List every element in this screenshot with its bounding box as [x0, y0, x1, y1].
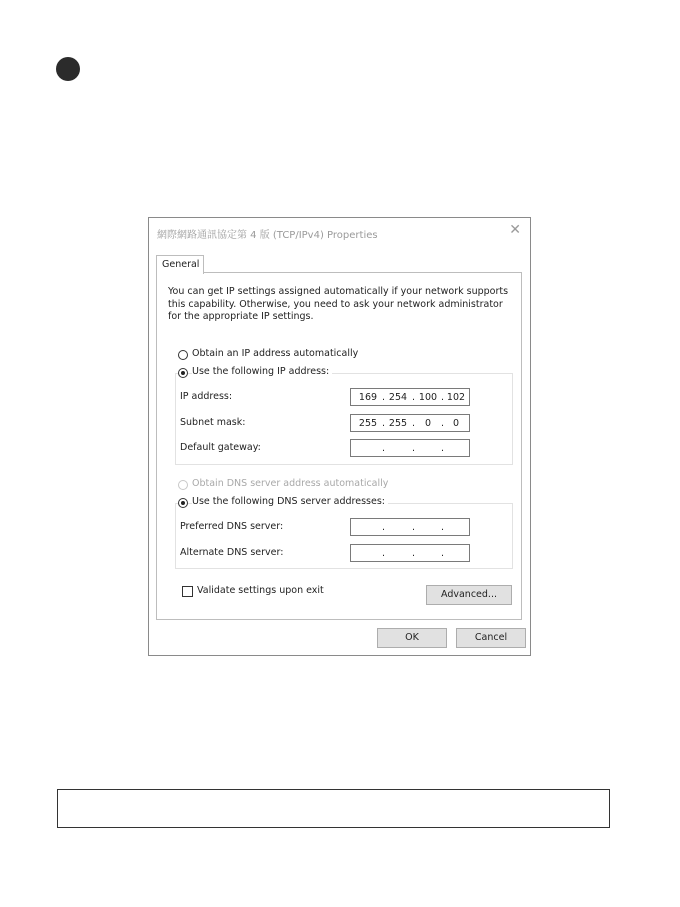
octet-separator: .: [441, 418, 445, 429]
ip-auto-label[interactable]: Obtain an IP address automatically: [192, 348, 359, 359]
advanced-button[interactable]: Advanced...: [426, 585, 512, 605]
dns-manual-label[interactable]: Use the following DNS server addresses:: [192, 496, 388, 507]
alternate-dns-label: Alternate DNS server:: [180, 547, 284, 558]
ip-octet[interactable]: 0: [452, 418, 460, 429]
octet-separator: .: [441, 548, 445, 559]
dns-auto-radio[interactable]: [178, 480, 188, 490]
octet-separator: .: [412, 548, 416, 559]
validate-checkbox[interactable]: [182, 586, 193, 597]
cancel-button[interactable]: Cancel: [456, 628, 526, 648]
octet-separator: .: [382, 522, 386, 533]
ip-octet[interactable]: 255: [358, 418, 378, 429]
step-marker-dot: [56, 57, 80, 81]
octet-separator: .: [441, 522, 445, 533]
ip-octet[interactable]: 169: [358, 392, 378, 403]
tab-general[interactable]: [156, 255, 204, 274]
default-gateway-input[interactable]: [350, 439, 470, 457]
ip-octet[interactable]: 100: [418, 392, 438, 403]
ip-manual-label[interactable]: Use the following IP address:: [192, 366, 332, 377]
subnet-mask-input[interactable]: [350, 414, 470, 432]
octet-separator: .: [382, 392, 386, 403]
octet-separator: .: [412, 418, 416, 429]
ip-address-label: IP address:: [180, 391, 233, 402]
ip-octet[interactable]: 0: [424, 418, 432, 429]
preferred-dns-label: Preferred DNS server:: [180, 521, 284, 532]
preferred-dns-input[interactable]: [350, 518, 470, 536]
ip-octet[interactable]: 254: [388, 392, 408, 403]
tab-general-label: General: [162, 259, 200, 270]
octet-separator: .: [412, 443, 416, 454]
general-panel: [156, 272, 522, 620]
ip-octet[interactable]: 102: [446, 392, 466, 403]
octet-separator: .: [382, 548, 386, 559]
ip-manual-radio[interactable]: [178, 368, 188, 378]
ip-address-input[interactable]: [350, 388, 470, 406]
description-text: You can get IP settings assigned automatically if your network supports this capability. Otherwise, you need to ask your network administrator for the appropriate IP settings.: [168, 286, 509, 322]
validate-label[interactable]: Validate settings upon exit: [197, 585, 324, 596]
octet-separator: .: [382, 418, 386, 429]
alternate-dns-input[interactable]: [350, 544, 470, 562]
default-gateway-label: Default gateway:: [180, 442, 261, 453]
subnet-mask-label: Subnet mask:: [180, 417, 246, 428]
dns-auto-label[interactable]: Obtain DNS server address automatically: [192, 478, 389, 489]
octet-separator: .: [441, 443, 445, 454]
ip-octet[interactable]: 255: [388, 418, 408, 429]
dialog-titlebar: [149, 218, 530, 246]
octet-separator: .: [412, 392, 416, 403]
dialog-title: 網際網路通訊協定第 4 版 (TCP/IPv4) Properties: [157, 230, 378, 241]
dns-manual-radio[interactable]: [178, 498, 188, 508]
ok-button[interactable]: OK: [377, 628, 447, 648]
close-icon[interactable]: ✕: [509, 222, 521, 238]
octet-separator: .: [441, 392, 445, 403]
ip-auto-radio[interactable]: [178, 350, 188, 360]
octet-separator: .: [382, 443, 386, 454]
octet-separator: .: [412, 522, 416, 533]
note-box: [57, 789, 610, 828]
tcp-ipv4-properties-dialog: [148, 217, 531, 656]
